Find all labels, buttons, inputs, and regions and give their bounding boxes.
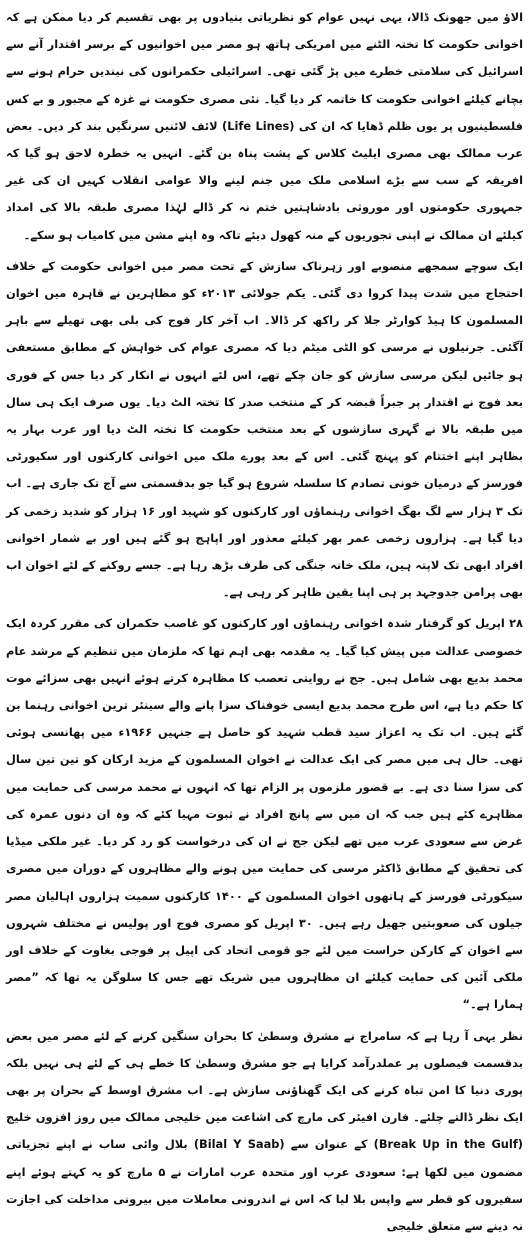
article-paragraph-3: ۲۸ اپریل کو گرفتار شدہ اخوانی رہنماؤں اور کارکنوں کو غاصب حکمران کی مقرر کردہ ایک خصوصی عدالت میں پیش کیا گیا۔ یہ مقدمہ بھی اہم تھا کہ ملزمان میں تنظیم کے مرشد عام محمد بدیع بھی شامل ہیں۔ جج نے روایتی تعصب کا مظاہرہ کرتے ہوئے انہیں بھی سزائے موت کا حکم دیا ہے، اس طرح محمد بدیع ایسی خوفناک سزا پانے والے سینئر ترین اخوانی رہنما بن گئے ہیں۔ اب تک یہ اعزاز سید قطب شہید کو حاصل ہے جنہیں ۱۹۶۶ء میں پھانسی ہوئی تھی۔ حال ہی میں مصر کی ایک عدالت نے اخوان المسلمون کے مزید ارکان کو تین تین سال کی سزا سنا دی ہے۔ بے قصور ملزموں پر الزام تھا کہ انہوں نے محمد مرسی کی حمایت میں مظاہرے کئے ہیں جب کہ ان میں سے پانچ افراد نے ثبوت مہیا کئے کہ وہ ان دنوں عمرہ کی غرض سے سعودی عرب میں تھے لیکن جج نے ان کی درخواست کو رد کر دیا۔ غیر ملکی میڈیا کی تحقیق کے مطابق ڈاکٹر مرسی کی حمایت میں ہونے والے مظاہروں کے دوران میں مصری سیکورٹی فورسز کے ہاتھوں اخوان المسلمون کے ۱۴۰۰ کارکنوں سمیت ہزاروں اہالیان مصر جیلوں کی صعوبتیں جھیل رہے ہیں۔ ۳۰ اپریل کو مصری فوج اور پولیس نے مختلف شہروں سے اخوان کے کارکن حراست میں لئے جو قومی اتحاد کی اپیل پر فوجی بغاوت کے خلاف اور ملکی آئین کی حمایت کیلئے ان مظاہروں میں شریک تھے جس کا سلوگن یہ تھا کہ ”مصر ہمارا ہے۔“ [6,616,524,1012]
article-paragraph-2: ایک سوچے سمجھے منصوبے اور زہرناک سازش کے تحت مصر میں اخوانی حکومت کے خلاف احتجاج میں شدت پیدا کروا دی گئی۔ یکم جولائی ۲۰۱۳ء کو مظاہرین نے قاہرہ میں اخوان المسلمون کا ہیڈ کوارٹر جلا کر راکھ کر ڈالا۔ اب آخر کار فوج کی بلی بھی تھیلے سے باہر آگئی۔ جرنیلوں نے مرسی کو الٹی میٹم دیا کہ مصری عوام کی خواہش کے مطابق مستعفی ہو جائیں لیکن مرسی سازش کو جان چکے تھے، اس لئے انہوں نے انکار کر دیا جس کے فوری بعد فوج نے اقتدار پر جبراً قبضہ کر کے منتخب صدر کا تختہ الٹ دیا۔ یوں صرف ایک ہی سال میں طبقہ بالا نے گہری سازشوں کے بعد منتخب حکومت کا تختہ الٹ دیا اور عرب بہار یہ بظاہر اپنے اختتام کو پہنچ گئی۔ اس کے بعد پورے ملک میں اخوانی کارکنوں اور سکیورٹی فورسز کے درمیان خونی تصادم کا سلسلہ شروع ہو گیا جو بدقسمتی سے آج تک جاری ہے۔ اب تک ۳ ہزار سے لگ بھگ اخوانی رہنماؤں اور کارکنوں کو شہید اور ۱۶ ہزار کو شدید زخمی کر دیا گیا ہے۔ ہزاروں زخمی عمر بھر کیلئے معذور اور اپاہج ہو گئے ہیں اور بے شمار اخوانی افراد ابھی تک لاپتہ ہیں، ملک خانہ جنگی کی طرف بڑھ رہا ہے۔ جسے روکنے کے لئے اخوان اب بھی پرامن جدوجہد پر ہی اپنا یقین ظاہر کر رہی ہے۔ [6,258,523,600]
article-paragraph-4: نظر یہی آ رہا ہے کہ سامراج نے مشرق وسطیٰ کا بحران سنگین کرنے کے لئے مصر میں بعض بدقسمت فیصلوں پر عملدرآمد کرایا ہے جو مشرق وسطیٰ کا خطے ہی کے لئے ہی نہیں بلکہ پوری دنیا کا امن تباہ کرنے کی ایک گھناؤنی سازش ہے۔ اب مشرق اوسط کے بحران پر بھی ایک نظر ڈالتے چلئے۔ فارن افیئر کی مارچ کی اشاعت میں خلیجی ممالک میں روز افزوں خلیج (Break Up in the Gulf) کے عنوان سے (Bilal Y Saab) بلال وائی ساب نے اپنے تجزیاتی مضمون میں لکھا ہے: سعودی عرب اور متحدہ عرب امارات نے ۵ مارچ کو یہ کہتے ہوئے اپنے سفیروں کو قطر سے واپس بلا لیا کہ اس نے اندرونی معاملات میں بیرونی مداخلت کی اجازت نہ دینے سے متعلق خلیجی [6,1028,523,1233]
article-paragraph-1: الاؤ میں جھونک ڈالا، یہی نہیں عوام کو نظریاتی بنیادوں پر بھی تقسیم کر دیا ممکن ہے کہ اخوانی حکومت کا تختہ الٹنے میں امریکی ہاتھ ہو مصر میں اخوانیوں کے برسر اقتدار آنے سے اسرائیل کی سلامتی خطرے میں پڑ گئی تھی۔ اسرائیلی حکمرانوں کی نیندیں حرام ہونے سے بچانے کیلئے اخوانی حکومت کا خاتمہ کر دیا گیا۔ نئی مصری حکومت نے غزہ کے مجبور و بے کس فلسطینیوں پر یوں ظلم ڈھایا کہ ان کی (Life Lines) لائف لائنیں سرنگیں بند کر دیں۔ بعض عرب ممالک بھی مصری ایلیٹ کلاس کے پشت پناہ بن گئے۔ انہیں یہ خطرہ لاحق ہو گیا کہ افریقہ کے سب سے بڑے اسلامی ملک میں جنم لینے والا عوامی انقلاب کہیں ان کی غیر جمہوری حکومتوں اور موروثی بادشاہتیں ختم نہ کر ڈالے لہٰذا مصری طبقہ بالا کی امداد کیلئے ان ممالک نے اپنی تجوریوں کے منہ کھول دیئے تاکہ وہ اپنے مشن میں کامیاب ہو سکے۔ [6,10,523,242]
